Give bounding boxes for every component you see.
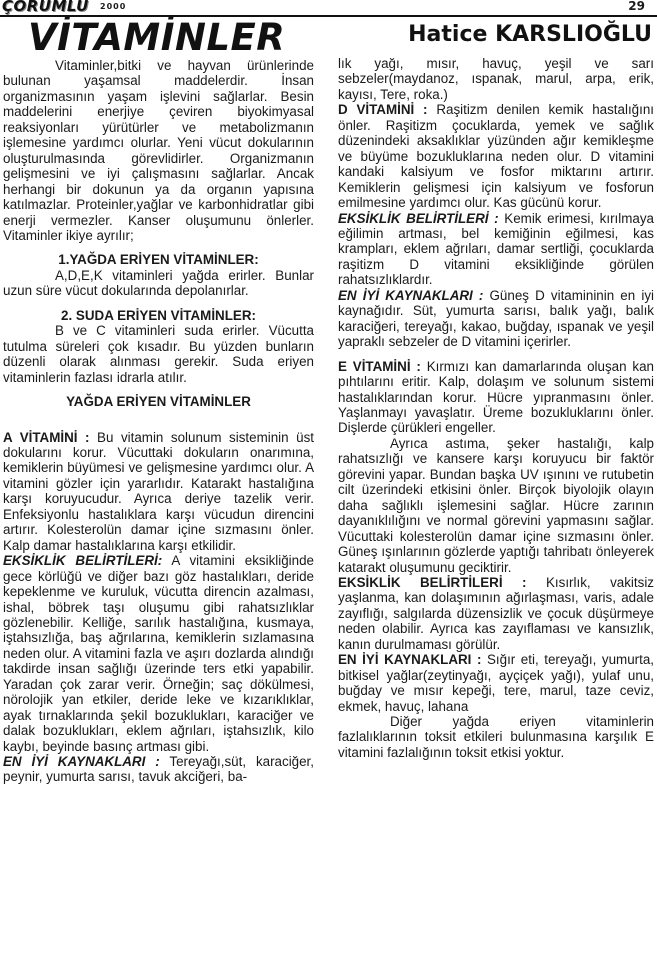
right-column xyxy=(338,56,654,760)
vitamin-d-deficiency-label: EKSİKLİK BELİRTİLERİ : xyxy=(338,210,499,226)
vitamin-e-sources-paragraph xyxy=(338,652,654,714)
intro-paragraph: Vitaminler,bitki ve hayvan ürünlerinde bulunan yaşamsal maddelerdir. İnsan organizmasının yaşam işlevini sağlarlar. Besin maddelerini enerjiye çeviren biyokimyasal reaksiyonları yürütürler ve metabolizmanın işlemesine yardımcı olurlar. Yeni vücut dokularının oluşturulmasında görevlidirler. Organizmanın gelişmesini ve iyi çalışmasını sağlarlar. Ancak herhangi bir dokunun ya da organın yapısına katılmazlar. Proteinler,yağlar ve karbonhidratlar gibi enerji vermezler. Kanser oluşumunu önlerler. Vitaminler ikiye ayrılır; xyxy=(3,58,314,243)
spacer xyxy=(3,385,314,394)
vitamin-e-text: Kırmızı kan damarlarında oluşan kan pıhtılarını eritir. Kalp, dolaşım ve solunum sistemi hastalıklarından korur. Hücre yıpranmasını önler. Yaşlanmayı yavaşlatır. Üreme bozukluklarını önler. Dişlerde çürükleri engeller. xyxy=(338,358,654,436)
vitamin-a-sources-label: EN İYİ KAYNAKLARI : xyxy=(3,754,160,770)
newspaper-logo: ÇORUMLU xyxy=(2,0,89,15)
page-header xyxy=(0,0,657,16)
left-column xyxy=(3,58,314,785)
closing-paragraph: Diğer yağda eriyen vitaminlerin fazlalıklarının toksit etkileri bulunmasına karşılık E vitamini fazlalığının toksit etkisi yoktur. xyxy=(338,714,654,760)
spacer xyxy=(338,350,654,359)
page-number: 29 xyxy=(628,0,645,13)
vitamin-a-sources-paragraph xyxy=(3,754,314,785)
spacer xyxy=(3,410,314,430)
vitamin-e-label: E VİTAMİNİ : xyxy=(338,358,421,374)
heading-water-soluble: 2. SUDA ERİYEN VİTAMİNLER: xyxy=(61,307,256,323)
vitamin-d-deficiency-paragraph xyxy=(338,211,654,288)
spacer xyxy=(3,299,314,308)
water-soluble-paragraph: B ve C vitaminleri suda erirler. Vücutta tutulma süreleri çok kısadır. Bu yüzden bunların düzenli olarak alınması gerekir. Suda eriyen vitaminlerin fazlası idrarla atılır. xyxy=(3,323,314,385)
vitamin-a-sources-text: Tereyağı,süt, karaciğer, peynir, yumurta sarısı, tavuk akciğeri, ba- xyxy=(3,754,315,785)
spacer xyxy=(3,243,314,252)
vitamin-a-deficiency-label: EKSİKLİK BELİRTİLERİ: xyxy=(3,553,163,569)
vitamin-a-deficiency-text: A vitamini eksikliğinde gece körlüğü ve diğer bazı göz hastalıkları, deride kepeklenme ve kuruluk, vücutta direncin azalması, ishal, böbrek taşı oluşumu gibi rahatsızlıklar gözlenebilir. Kelliğe, sarılık hastalığına, kusmaya, iştahsızlığa, baş ağrılarına, kemiklerin sızlamasına neden olur. A vitamini fazla ve aşırı dozlarda alındığı takdirde insan sağlığı üzerinde ters etki yapabilir. Yaradan çok zarar verir. Örneğin; saç dökülmesi, nörolojik yan etkiler, deride leke ve kızarıklıklar, ayak tırnaklarında şekil bozuklukları, karaciğer ve dalak bozuklukları, eklem ağrıları, iştahsızlık, kilo kaybı, beyinde basınç artması gibi. xyxy=(3,553,314,754)
vitamin-d-deficiency-text: Kemik erimesi, kırılmaya eğilimin artması, bel kemiğinin eğilmesi, kas krampları, eklem ağrıları, damar sertliği, çocuklarda raşitizm D vitamini eksikliğinde görülen rahatsızlıklardır. xyxy=(338,210,654,288)
vitamin-e-sources-label: EN İYİ KAYNAKLARI : xyxy=(338,652,482,668)
vitamin-a-text: Bu vitamin solunum sisteminin üst dokularını korur. Vücuttaki dokuların onarımına, kemiklerin büyümesi ve gelişmesine yardımcı olur. A vitamini gözler için yararlıdır. Katarakt hastalığına karşı koruyucudur. Ayrıca deriye tazelik verir. Enfeksiyonlu hastalıklara karşı vücudun direncini artırır. Kolesterolün damar içine sızmasını önler. Kalp damar hastalıklarına karşı etkilidir. xyxy=(3,429,314,553)
vitamin-e-sources-text: Sığır eti, tereyağı, yumurta, bitkisel yağlar(zeytinyağı, ayçiçek yağı), yulaf unu, buğday ve mısır kepeği, tere, marul, taze ceviz, ekmek, havuç, lahana xyxy=(338,652,654,714)
vitamin-e-more-paragraph: Ayrıca astıma, şeker hastalığı, kalp rahatsızlığı ve kansere karşı koruyucu bir faktör görevini yapar. Bundan başka UV ışınını ve rutubetin cilt üzerindeki etkisini önler. Birçok biyolojik olayın daha sağlıklı işlemesini sağlar. Hücre zarının dayanıklılığını ve normal görevini yapmasını sağlar. Vücuttaki kolesterolün damar içine sızmasını önler. Güneş ışınlarının gözlerde yaptığı tahribatı önleyerek katarakt oluşumunu geciktirir. xyxy=(338,435,654,575)
heading-fat-soluble: 1.YAĞDA ERİYEN VİTAMİNLER: xyxy=(58,252,259,268)
vitamin-d-sources-label: EN İYİ KAYNAKLARI : xyxy=(338,287,484,303)
vitamin-e-deficiency-paragraph xyxy=(338,575,654,652)
vitamin-a-deficiency-paragraph xyxy=(3,553,314,754)
vitamin-d-paragraph xyxy=(338,102,654,210)
vitamin-d-text: Raşitizm denilen kemik hastalığını önler. Raşitizm çocuklarda, yemek ve sağlık düzenindeki aksaklıklar yüzünden ağır kemikleşme ve büyüme bozukluklarına neden olur. D vitamini kandaki kalsiyum ve fosfor miktarını artırır. Kemiklerin gelişmesi için kalsiyum ve fosforun emilmesine yardımcı olur. Kas gücünü korur. xyxy=(338,102,655,211)
vitamin-a-paragraph xyxy=(3,430,314,554)
article-title: VİTAMİNLER xyxy=(28,16,286,59)
vitamin-e-paragraph xyxy=(338,359,654,436)
fat-soluble-paragraph: A,D,E,K vitaminleri yağda erirler. Bunlar uzun süre vücut dokularında depolanırlar. xyxy=(3,267,314,299)
vitamin-d-sources-paragraph xyxy=(338,288,654,350)
article-author: Hatice KARSLIOĞLU xyxy=(408,22,652,47)
vitamin-e-deficiency-label: EKSİKLİK BELİRTİLERİ : xyxy=(338,574,527,590)
vitamin-e-deficiency-text: Kısırlık, vakitsiz yaşlanma, kan dolaşımının ağırlaşması, varis, adale zayıflığı, salgılarda düzensizlik ve çocuk düşürmeye neden olabilir. Ayrıca kas zayıflaması ve kansızlık, kanın durulmaması görülür. xyxy=(338,574,654,652)
continued-paragraph: lık yağı, mısır, havuç, yeşil ve sarı sebzeler(maydanoz, ıspanak, marul, arpa, erik, kayısı, Tere, roka.) xyxy=(338,56,654,102)
vitamin-d-sources-text: Güneş D vitamininin en iyi kaynağıdır. Süt, yumurta sarısı, balık yağı, balık karaciğeri, tereyağı, kakao, buğday, ıspanak ve yeşil yapraklı sebzeler de D vitamini içerirler. xyxy=(338,287,654,350)
heading-fat-soluble-section: YAĞDA ERİYEN VİTAMİNLER xyxy=(66,394,251,410)
vitamin-d-label: D VİTAMİNİ : xyxy=(338,102,428,118)
header-year: 2000 xyxy=(100,2,127,11)
vitamin-a-label: A VİTAMİNİ : xyxy=(3,429,90,445)
